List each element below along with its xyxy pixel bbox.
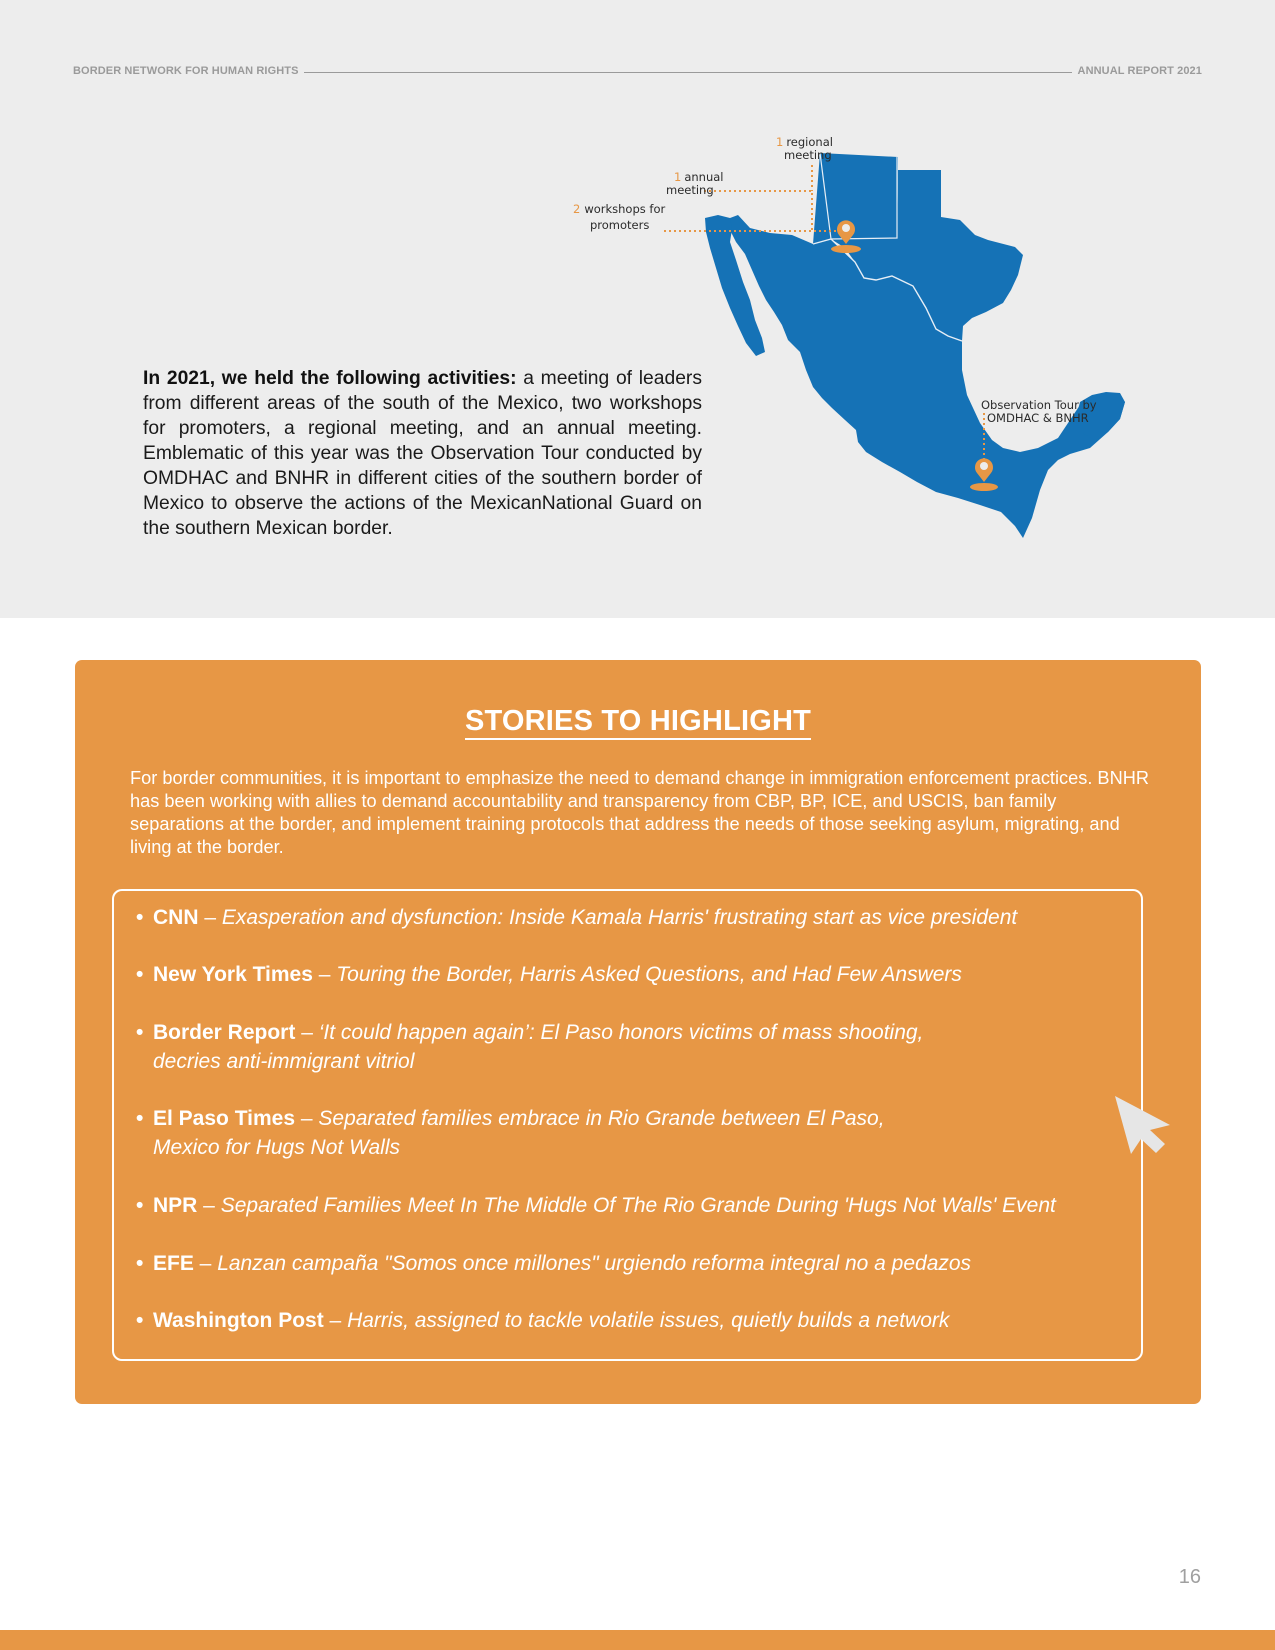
story-headline[interactable]: Harris, assigned to tackle volatile issues, quietly builds a network bbox=[347, 1309, 950, 1332]
story-source: El Paso Times bbox=[153, 1107, 296, 1130]
stories-highlight-box bbox=[75, 660, 1201, 1404]
story-item[interactable]: • Border Report – ‘It could happen again’: El Paso honors victims of mass shooting, decries anti-immigrant vitriol bbox=[136, 1021, 924, 1073]
story-source: NPR bbox=[153, 1194, 198, 1217]
story-source: Border Report bbox=[153, 1021, 296, 1044]
running-header bbox=[73, 64, 1202, 78]
svg-text:promoters: promoters bbox=[590, 218, 650, 232]
story-source: Washington Post bbox=[153, 1309, 324, 1332]
story-item[interactable]: • Washington Post – Harris, assigned to tackle volatile issues, quietly builds a network bbox=[136, 1309, 950, 1332]
svg-text:2workshops for: 2 workshops for bbox=[573, 202, 666, 216]
activities-lead: In 2021, we held the following activities: bbox=[143, 368, 517, 389]
header-report-title: ANNUAL REPORT 2021 bbox=[1077, 65, 1202, 77]
svg-text:meeting: meeting bbox=[666, 183, 714, 197]
mexico-activity-map bbox=[560, 130, 1160, 590]
activities-body: a meeting of leaders from different areas of the south of the Mexico, two workshops for promoters, a regional meeting, and an annual meeting. Emblematic of this year was the Observation Tour conducted by OMDHAC and BNHR in different cities of the southern border of Mexico to observe the actions of the MexicanNational Guard on the southern Mexican border. bbox=[143, 368, 702, 539]
pointer-cursor-icon bbox=[1112, 1094, 1172, 1154]
story-source: CNN bbox=[153, 906, 199, 929]
svg-text:OMDHAC & BNHR: OMDHAC & BNHR bbox=[987, 411, 1089, 425]
story-item[interactable]: • CNN – Exasperation and dysfunction: Inside Kamala Harris' frustrating start as vice president bbox=[136, 906, 1018, 929]
story-item[interactable]: • El Paso Times – Separated families embrace in Rio Grande between El Paso, Mexico for Hugs Not Walls bbox=[136, 1107, 885, 1159]
story-headline[interactable]: Separated Families Meet In The Middle Of The Rio Grande During 'Hugs Not Walls' Event bbox=[220, 1194, 1056, 1217]
header-org-name: BORDER NETWORK FOR HUMAN RIGHTS bbox=[73, 65, 299, 77]
story-headline[interactable]: Separated families embrace in Rio Grande between El Paso, Mexico for Hugs Not Walls bbox=[153, 1107, 885, 1159]
header-rule bbox=[304, 72, 1072, 73]
story-item[interactable]: • EFE – Lanzan campaña "Somos once millones" urgiendo reforma integral no a pedazos bbox=[136, 1252, 972, 1275]
svg-text:meeting: meeting bbox=[784, 148, 832, 162]
story-source: New York Times bbox=[153, 963, 313, 986]
svg-text:1annual: 1 annual bbox=[674, 170, 724, 184]
story-headline[interactable]: ‘It could happen again’: El Paso honors victims of mass shooting, decries anti-immigrant vitriol bbox=[153, 1021, 924, 1073]
svg-text:1regional: 1 regional bbox=[776, 135, 833, 149]
story-source: EFE bbox=[153, 1252, 194, 1275]
story-headline[interactable]: Lanzan campaña "Somos once millones" urgiendo reforma integral no a pedazos bbox=[217, 1252, 972, 1275]
stories-title: STORIES TO HIGHLIGHT bbox=[75, 705, 1201, 738]
bottom-accent-bar bbox=[0, 1630, 1275, 1650]
story-item[interactable]: • NPR – Separated Families Meet In The Middle Of The Rio Grande During 'Hugs Not Walls' Event bbox=[136, 1194, 1056, 1217]
story-item[interactable]: • New York Times – Touring the Border, Harris Asked Questions, and Had Few Answers bbox=[136, 963, 962, 986]
stories-intro: For border communities, it is important to emphasize the need to demand change in immigration enforcement practices. BNHR has been working with allies to demand accountability and transparency from CBP, BP, ICE, and USCIS, ban family separations at the border, and implement training protocols that address the needs of those seeking asylum, migrating, and living at the border. bbox=[130, 768, 1149, 857]
story-headline[interactable]: Touring the Border, Harris Asked Questions, and Had Few Answers bbox=[336, 963, 962, 986]
stories-list bbox=[112, 889, 1143, 1361]
page-number: 16 bbox=[1178, 1566, 1201, 1588]
svg-text:Observation Tour by: Observation Tour by bbox=[981, 398, 1097, 412]
story-headline[interactable]: Exasperation and dysfunction: Inside Kamala Harris' frustrating start as vice president bbox=[221, 906, 1018, 929]
